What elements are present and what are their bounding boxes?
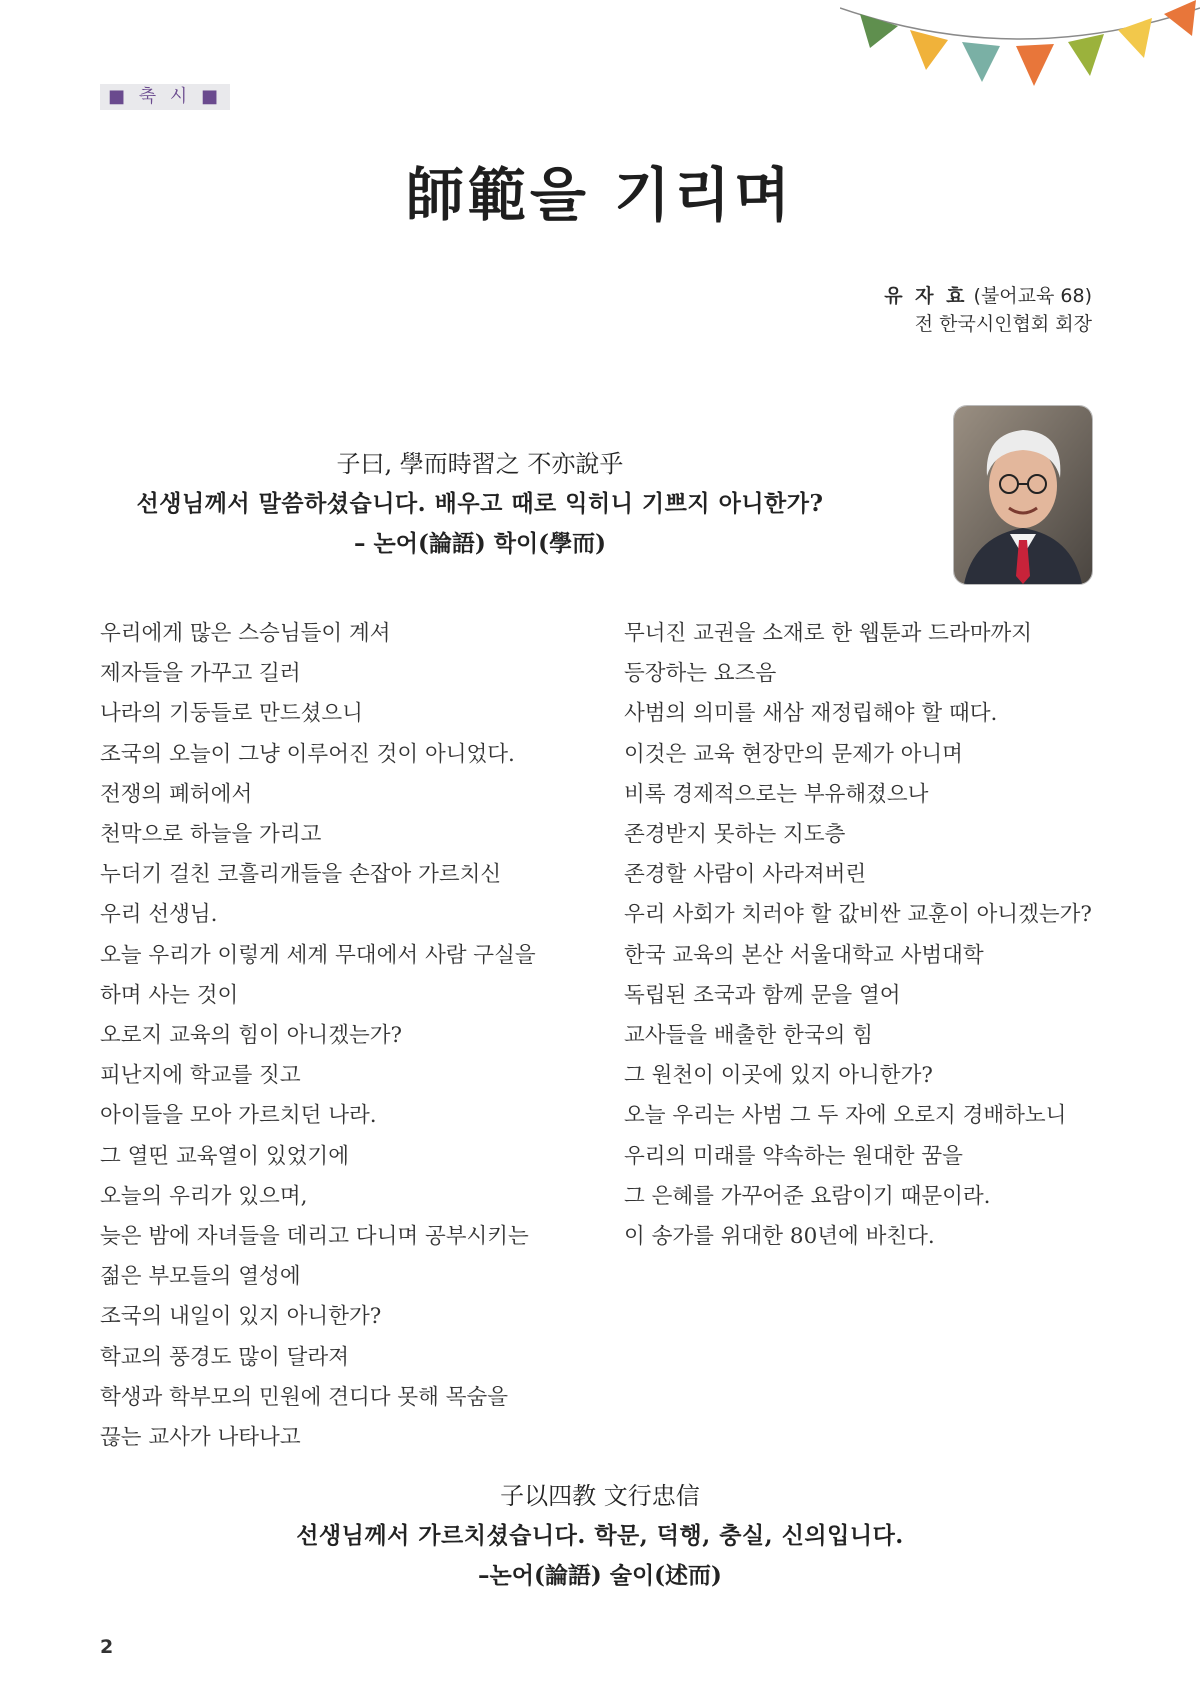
poem-line: 한국 교육의 본산 서울대학교 사범대학: [624, 942, 984, 968]
poem-line: 우리에게 많은 스승님들이 계셔: [100, 621, 391, 646]
poem-line: 조국의 오늘이 그냥 이루어진 것이 아니었다.: [100, 741, 515, 767]
poem-line: 전쟁의 폐허에서: [100, 781, 253, 807]
author-affiliation: (불어교육 68): [973, 285, 1092, 307]
poem-line: 젊은 부모들의 열성에: [100, 1264, 301, 1290]
quote-bottom-hanja: 子以四教 文行忠信: [500, 1482, 700, 1510]
quote-top-hanja: 子曰, 學而時習之 不亦說乎: [336, 450, 624, 478]
poem-line: 아이들을 모아 가르치던 나라.: [100, 1103, 377, 1129]
poem-line: 이것은 교육 현장만의 문제가 아니며: [624, 741, 963, 767]
page-number: 2: [100, 1636, 114, 1658]
poem-line: 조국의 내일이 있지 아니한가?: [100, 1304, 382, 1330]
poem-line: 이 송가를 위대한 80년에 바친다.: [624, 1224, 935, 1250]
section-tag: ■ 축 시 ■: [100, 84, 230, 110]
poem-line: 늦은 밤에 자녀들을 데리고 다니며 공부시키는: [100, 1224, 529, 1250]
poem-line: 우리의 미래를 약속하는 원대한 꿈을: [624, 1143, 963, 1169]
poem-line: 제자들을 가꾸고 길러: [100, 661, 301, 687]
poem-line: 오로지 교육의 힘이 아니겠는가?: [100, 1023, 403, 1049]
poem-line: 하며 사는 것이: [100, 982, 239, 1008]
poem-line: 존경받지 못하는 지도층: [624, 822, 846, 848]
page-title: 師範을 기리며: [405, 161, 795, 229]
poem-line: 우리 선생님.: [100, 902, 218, 928]
poem-line: 존경할 사람이 사라져버린: [624, 862, 867, 888]
author-byline: [884, 282, 1092, 338]
poem-right-column: [624, 614, 1092, 1257]
poem-line: 그 열띤 교육열이 있었기에: [100, 1143, 349, 1169]
poem-line: 등장하는 요즈음: [624, 661, 777, 687]
author-name: 유 자 효: [884, 285, 968, 307]
poem-line: 오늘 우리는 사범 그 두 자에 오로지 경배하노니: [624, 1103, 1067, 1129]
author-role: 전 한국시인협회 회장: [914, 313, 1092, 335]
poem-line: 나라의 기둥들로 만드셨으니: [100, 701, 363, 727]
quote-top: [120, 444, 840, 564]
poem-line: 사범의 의미를 새삼 재정립해야 할 때다.: [624, 701, 998, 727]
poem-line: 우리 사회가 치러야 할 값비싼 교훈이 아니겠는가?: [624, 902, 1092, 928]
poem-line: 학생과 학부모의 민원에 견디다 못해 목숨을: [100, 1384, 509, 1410]
bunting-decoration: [840, 0, 1200, 100]
poem-line: 그 원천이 이곳에 있지 아니한가?: [624, 1063, 933, 1089]
poem-line: 비록 경제적으로는 부유해졌으나: [624, 781, 929, 807]
poem-line: 교사들을 배출한 한국의 힘: [624, 1023, 873, 1049]
quote-bottom-source: –논어(論語) 술이(述而): [478, 1562, 722, 1589]
quote-bottom-korean: 선생님께서 가르치셨습니다. 학문, 덕행, 충실, 신의입니다.: [296, 1522, 904, 1549]
poem-line: 무너진 교권을 소재로 한 웹툰과 드라마까지: [624, 621, 1033, 646]
poem-left-column: [100, 614, 536, 1458]
quote-top-korean: 선생님께서 말씀하셨습니다. 배우고 때로 익히니 기쁘지 아니한가?: [136, 490, 824, 517]
poem-line: 끊는 교사가 나타나고: [100, 1425, 301, 1451]
poem-line: 오늘의 우리가 있으며,: [100, 1183, 308, 1209]
poem-line: 학교의 풍경도 많이 달라져: [100, 1344, 349, 1370]
poem-line: 독립된 조국과 함께 문을 열어: [624, 982, 901, 1008]
poem-line: 피난지에 학교를 짓고: [100, 1063, 301, 1089]
poem-line: 그 은혜를 가꾸어준 요람이기 때문이라.: [624, 1183, 991, 1209]
quote-bottom: [250, 1476, 950, 1596]
author-photo: [953, 405, 1093, 585]
quote-top-source: – 논어(論語) 학이(學而): [354, 530, 606, 557]
poem-line: 천막으로 하늘을 가리고: [100, 822, 322, 848]
poem-line: 오늘 우리가 이렇게 세계 무대에서 사람 구실을: [100, 942, 536, 968]
poem-line: 누더기 걸친 코흘리개들을 손잡아 가르치신: [100, 862, 502, 888]
